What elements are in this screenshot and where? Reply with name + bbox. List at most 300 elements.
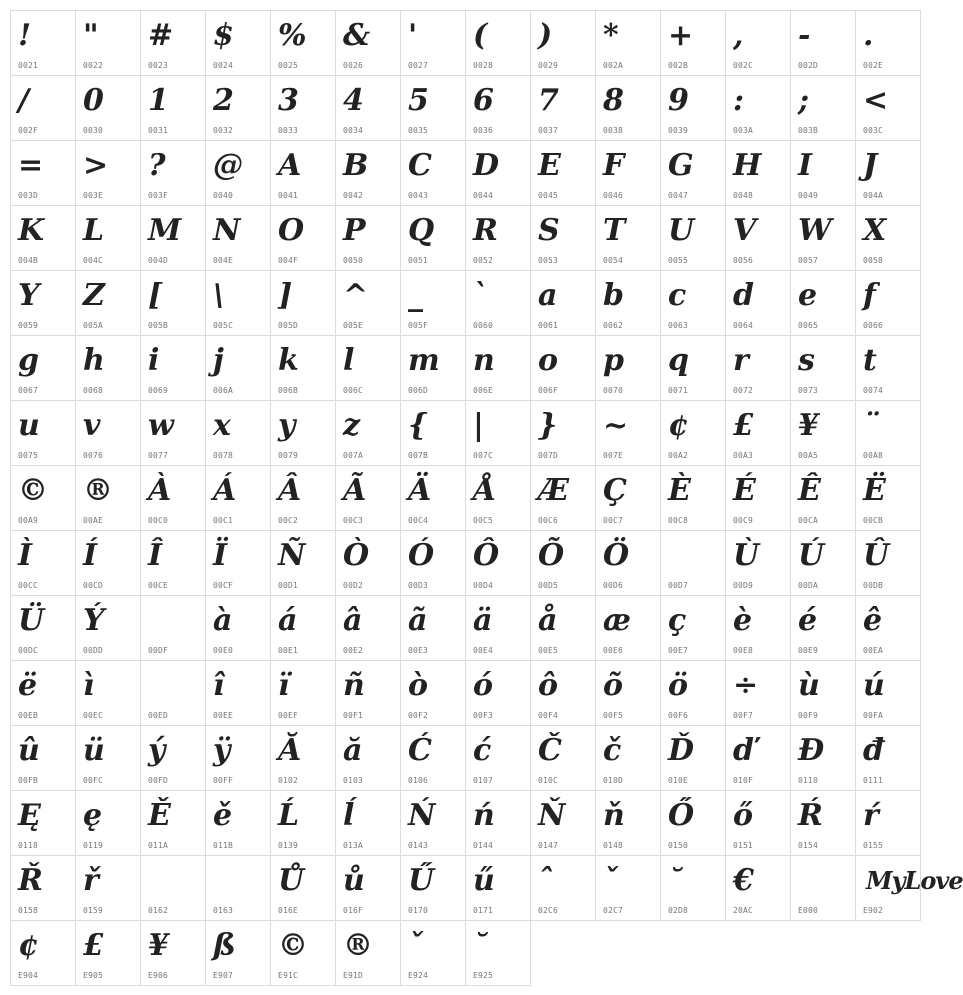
- glyph-sample: +: [668, 18, 694, 53]
- glyph-codepoint-label: 0171: [473, 906, 494, 915]
- glyph-sample: D: [473, 148, 500, 183]
- glyph-cell: [140, 140, 206, 206]
- glyph-sample: Â: [278, 473, 302, 508]
- glyph-sample: Ç: [603, 473, 627, 508]
- glyph-codepoint-label: E924: [408, 971, 429, 980]
- glyph-codepoint-label: 0077: [148, 451, 169, 460]
- glyph-cell: [205, 725, 271, 791]
- glyph-sample: M: [148, 213, 182, 248]
- glyph-cell: [530, 855, 596, 921]
- glyph-sample: x: [213, 408, 231, 443]
- glyph-cell: [75, 75, 141, 141]
- glyph-cell: [270, 790, 336, 856]
- glyph-cell: [595, 725, 661, 791]
- glyph-cell: [465, 725, 531, 791]
- glyph-cell: [335, 400, 401, 466]
- glyph-codepoint-label: 005A: [83, 321, 104, 330]
- glyph-codepoint-label: 0110: [798, 776, 819, 785]
- glyph-sample: 3: [278, 83, 299, 118]
- glyph-cell: [400, 400, 466, 466]
- glyph-sample: Ö: [603, 538, 630, 573]
- glyph-cell: [205, 270, 271, 336]
- glyph-cell: [335, 855, 401, 921]
- glyph-cell: [725, 335, 791, 401]
- glyph-codepoint-label: 002A: [603, 61, 624, 70]
- glyph-codepoint-label: 0139: [278, 841, 299, 850]
- glyph-codepoint-label: E000: [798, 906, 819, 915]
- glyph-sample: æ: [603, 603, 631, 638]
- glyph-sample: ˆ: [538, 863, 553, 898]
- glyph-sample: ?: [148, 148, 166, 183]
- glyph-sample: i: [148, 343, 160, 378]
- glyph-codepoint-label: 0119: [83, 841, 104, 850]
- glyph-codepoint-label: 0148: [603, 841, 624, 850]
- glyph-sample: Ò: [343, 538, 370, 573]
- glyph-codepoint-label: 0074: [863, 386, 884, 395]
- glyph-sample: Ó: [408, 538, 435, 573]
- glyph-sample: £: [733, 408, 754, 443]
- glyph-cell: [10, 205, 76, 271]
- glyph-sample: P: [343, 213, 366, 248]
- glyph-codepoint-label: 0049: [798, 191, 819, 200]
- glyph-sample: L: [83, 213, 105, 248]
- glyph-sample: å: [538, 603, 558, 638]
- glyph-sample: ˇ: [603, 863, 618, 898]
- glyph-cell: [465, 855, 531, 921]
- glyph-sample: ©: [18, 473, 48, 508]
- glyph-codepoint-label: 0054: [603, 256, 624, 265]
- glyph-cell: [855, 855, 963, 921]
- glyph-codepoint-label: 0066: [863, 321, 884, 330]
- glyph-sample: 2: [213, 83, 234, 118]
- glyph-codepoint-label: 0030: [83, 126, 104, 135]
- glyph-codepoint-label: 00C6: [538, 516, 559, 525]
- glyph-sample: ): [538, 18, 553, 53]
- glyph-cell: [660, 205, 726, 271]
- glyph-codepoint-label: 0060: [473, 321, 494, 330]
- glyph-cell: [10, 10, 76, 76]
- glyph-cell: [595, 10, 661, 76]
- glyph-cell: [270, 595, 336, 661]
- glyph-cell: [335, 465, 401, 531]
- glyph-codepoint-label: 0043: [408, 191, 429, 200]
- glyph-sample: ô: [538, 668, 559, 703]
- glyph-codepoint-label: 0070: [603, 386, 624, 395]
- glyph-sample: G: [668, 148, 694, 183]
- glyph-codepoint-label: 0036: [473, 126, 494, 135]
- glyph-sample: Ä: [408, 473, 432, 508]
- glyph-codepoint-label: 010C: [538, 776, 559, 785]
- glyph-sample: Ę: [18, 798, 41, 833]
- glyph-sample: ä: [473, 603, 493, 638]
- glyph-cell: [660, 140, 726, 206]
- glyph-codepoint-label: 0050: [343, 256, 364, 265]
- glyph-cell: [790, 530, 856, 596]
- glyph-codepoint-label: 00CE: [148, 581, 169, 590]
- glyph-sample: [: [148, 278, 163, 313]
- glyph-sample: ň: [603, 798, 625, 833]
- glyph-cell: [140, 400, 206, 466]
- glyph-sample: m: [408, 343, 440, 378]
- glyph-codepoint-label: 00D7: [668, 581, 689, 590]
- glyph-codepoint-label: 002D: [798, 61, 819, 70]
- glyph-codepoint-label: 00C3: [343, 516, 364, 525]
- glyph-codepoint-label: 0023: [148, 61, 169, 70]
- glyph-sample: È: [668, 473, 691, 508]
- glyph-codepoint-label: 00F4: [538, 711, 559, 720]
- glyph-cell: [530, 595, 596, 661]
- glyph-codepoint-label: 00C8: [668, 516, 689, 525]
- glyph-sample: t: [863, 343, 877, 378]
- glyph-cell: [530, 270, 596, 336]
- glyph-sample: ř: [83, 863, 99, 898]
- glyph-codepoint-label: 0045: [538, 191, 559, 200]
- glyph-sample: ~: [603, 408, 629, 443]
- glyph-sample: f: [863, 278, 876, 313]
- glyph-sample: g: [18, 343, 39, 378]
- glyph-sample: ů: [343, 863, 365, 898]
- glyph-codepoint-label: 00E3: [408, 646, 429, 655]
- glyph-cell: [140, 595, 206, 661]
- glyph-sample: 9: [668, 83, 689, 118]
- glyph-codepoint-label: 002B: [668, 61, 689, 70]
- glyph-codepoint-label: 0151: [733, 841, 754, 850]
- glyph-cell: [855, 400, 921, 466]
- glyph-codepoint-label: 0062: [603, 321, 624, 330]
- glyph-codepoint-label: 00E0: [213, 646, 234, 655]
- glyph-cell: [400, 205, 466, 271]
- glyph-cell: [790, 855, 856, 921]
- glyph-sample: ó: [473, 668, 494, 703]
- glyph-sample: j: [213, 343, 224, 378]
- glyph-sample: Č: [538, 733, 562, 768]
- glyph-codepoint-label: 0075: [18, 451, 39, 460]
- glyph-sample: ¢: [18, 928, 39, 963]
- glyph-codepoint-label: 0021: [18, 61, 39, 70]
- glyph-codepoint-label: 0046: [603, 191, 624, 200]
- glyph-codepoint-label: 0042: [343, 191, 364, 200]
- glyph-codepoint-label: 20AC: [733, 906, 754, 915]
- glyph-cell: [790, 790, 856, 856]
- glyph-sample: |: [473, 408, 484, 443]
- glyph-sample: £: [83, 928, 104, 963]
- glyph-cell: [140, 790, 206, 856]
- glyph-sample: ˇ: [408, 928, 423, 963]
- glyph-codepoint-label: 007A: [343, 451, 364, 460]
- glyph-codepoint-label: 00F9: [798, 711, 819, 720]
- glyph-sample: A: [278, 148, 302, 183]
- glyph-cell: [660, 530, 726, 596]
- glyph-sample: Æ: [538, 473, 570, 508]
- glyph-sample: č: [603, 733, 622, 768]
- glyph-cell: [10, 790, 76, 856]
- glyph-cell: [725, 205, 791, 271]
- glyph-sample: K: [18, 213, 45, 248]
- glyph-cell: [660, 10, 726, 76]
- glyph-sample: ñ: [343, 668, 365, 703]
- glyph-codepoint-label: 00D1: [278, 581, 299, 590]
- glyph-cell: [400, 855, 466, 921]
- glyph-sample: ÷: [733, 668, 759, 703]
- glyph-sample: Ň: [538, 798, 566, 833]
- glyph-cell: [530, 335, 596, 401]
- glyph-cell: [335, 205, 401, 271]
- glyph-codepoint-label: 00F6: [668, 711, 689, 720]
- glyph-codepoint-label: 0025: [278, 61, 299, 70]
- glyph-cell: [10, 75, 76, 141]
- glyph-codepoint-label: 004A: [863, 191, 884, 200]
- glyph-sample: ˘: [668, 863, 683, 898]
- glyph-sample: H: [733, 148, 762, 183]
- glyph-codepoint-label: 0058: [863, 256, 884, 265]
- glyph-cell: [140, 920, 206, 986]
- glyph-cell: [140, 205, 206, 271]
- glyph-cell: [530, 140, 596, 206]
- glyph-sample: Í: [83, 538, 98, 573]
- glyph-sample: Û: [863, 538, 890, 573]
- glyph-codepoint-label: 0038: [603, 126, 624, 135]
- glyph-sample: S: [538, 213, 560, 248]
- glyph-cell: [530, 660, 596, 726]
- glyph-codepoint-label: 00EF: [278, 711, 299, 720]
- glyph-codepoint-label: 004C: [83, 256, 104, 265]
- glyph-cell: [725, 140, 791, 206]
- glyph-sample: U: [668, 213, 695, 248]
- glyph-cell: [595, 75, 661, 141]
- glyph-cell: [660, 465, 726, 531]
- glyph-sample: V: [733, 213, 757, 248]
- glyph-cell: [10, 140, 76, 206]
- glyph-codepoint-label: 00F3: [473, 711, 494, 720]
- glyph-cell: [75, 920, 141, 986]
- glyph-cell: [725, 400, 791, 466]
- glyph-codepoint-label: 0107: [473, 776, 494, 785]
- glyph-cell: [790, 140, 856, 206]
- glyph-cell: [465, 205, 531, 271]
- glyph-cell: [75, 790, 141, 856]
- glyph-sample: ê: [863, 603, 883, 638]
- glyph-cell: [595, 660, 661, 726]
- glyph-sample: O: [278, 213, 305, 248]
- glyph-sample: Ì: [18, 538, 33, 573]
- glyph-codepoint-label: 0162: [148, 906, 169, 915]
- glyph-codepoint-label: 00ED: [148, 711, 169, 720]
- glyph-cell: [205, 855, 271, 921]
- glyph-sample: Ñ: [278, 538, 306, 573]
- glyph-sample: â: [343, 603, 363, 638]
- glyph-codepoint-label: 0158: [18, 906, 39, 915]
- glyph-cell: [595, 140, 661, 206]
- glyph-cell: [790, 400, 856, 466]
- glyph-sample: =: [18, 148, 44, 183]
- glyph-sample: é: [798, 603, 818, 638]
- glyph-cell: [10, 270, 76, 336]
- glyph-cell: [140, 335, 206, 401]
- glyph-cell: [595, 530, 661, 596]
- glyph-cell: [140, 465, 206, 531]
- glyph-cell: [725, 660, 791, 726]
- glyph-codepoint-label: 0022: [83, 61, 104, 70]
- glyph-codepoint-label: 0033: [278, 126, 299, 135]
- glyph-codepoint-label: 00E9: [798, 646, 819, 655]
- glyph-cell: [335, 10, 401, 76]
- glyph-codepoint-label: 0102: [278, 776, 299, 785]
- glyph-sample: d: [733, 278, 754, 313]
- glyph-cell: [75, 335, 141, 401]
- glyph-sample: ö: [668, 668, 689, 703]
- glyph-codepoint-label: 010D: [603, 776, 624, 785]
- glyph-sample: ě: [213, 798, 233, 833]
- glyph-sample: Ĺ: [278, 798, 300, 833]
- glyph-cell: [270, 725, 336, 791]
- glyph-sample: Ů: [278, 863, 305, 898]
- glyph-codepoint-label: 003A: [733, 126, 754, 135]
- glyph-cell: [400, 140, 466, 206]
- glyph-codepoint-label: 003C: [863, 126, 884, 135]
- glyph-codepoint-label: 0039: [668, 126, 689, 135]
- glyph-codepoint-label: 0059: [18, 321, 39, 330]
- glyph-sample: E: [538, 148, 561, 183]
- glyph-sample: s: [798, 343, 815, 378]
- glyph-codepoint-label: 0051: [408, 256, 429, 265]
- glyph-cell: [790, 725, 856, 791]
- glyph-cell: [270, 465, 336, 531]
- glyph-cell: [660, 400, 726, 466]
- glyph-sample: ç: [668, 603, 687, 638]
- glyph-sample: MyLove: [866, 866, 963, 895]
- glyph-sample: ã: [408, 603, 428, 638]
- glyph-sample: q: [668, 343, 689, 378]
- glyph-cell: [140, 725, 206, 791]
- glyph-sample: R: [473, 213, 498, 248]
- glyph-cell: [855, 595, 921, 661]
- glyph-cell: [10, 465, 76, 531]
- glyph-sample: J: [863, 148, 878, 183]
- glyph-codepoint-label: 0072: [733, 386, 754, 395]
- glyph-sample: ©: [278, 928, 308, 963]
- glyph-cell: [335, 595, 401, 661]
- glyph-codepoint-label: 0147: [538, 841, 559, 850]
- glyph-cell: [790, 270, 856, 336]
- glyph-sample: ń: [473, 798, 495, 833]
- glyph-codepoint-label: 00C4: [408, 516, 429, 525]
- glyph-codepoint-label: 00FC: [83, 776, 104, 785]
- glyph-sample: Ô: [473, 538, 500, 573]
- glyph-sample: `: [473, 278, 488, 313]
- glyph-codepoint-label: 003F: [148, 191, 169, 200]
- glyph-sample: &: [343, 18, 371, 53]
- glyph-codepoint-label: 00F1: [343, 711, 364, 720]
- glyph-cell: [790, 10, 856, 76]
- glyph-cell: [140, 530, 206, 596]
- glyph-codepoint-label: 00F7: [733, 711, 754, 720]
- glyph-cell: [400, 465, 466, 531]
- glyph-sample: $: [213, 18, 234, 53]
- glyph-sample: ": [83, 18, 99, 53]
- glyph-sample: Ê: [798, 473, 821, 508]
- glyph-cell: [595, 790, 661, 856]
- glyph-cell: [205, 335, 271, 401]
- glyph-codepoint-label: 00D6: [603, 581, 624, 590]
- glyph-codepoint-label: 00E6: [603, 646, 624, 655]
- glyph-cell: [10, 595, 76, 661]
- glyph-cell: [75, 140, 141, 206]
- glyph-sample: Ď: [668, 733, 695, 768]
- glyph-sample: ': [408, 18, 418, 53]
- glyph-cell: [725, 10, 791, 76]
- glyph-codepoint-label: 0067: [18, 386, 39, 395]
- glyph-codepoint-label: 003D: [18, 191, 39, 200]
- glyph-cell: [205, 595, 271, 661]
- glyph-cell: [400, 10, 466, 76]
- glyph-codepoint-label: 0047: [668, 191, 689, 200]
- glyph-cell: [855, 75, 921, 141]
- glyph-sample: Ë: [863, 473, 886, 508]
- glyph-sample: ì: [83, 668, 95, 703]
- glyph-cell: [595, 270, 661, 336]
- glyph-cell: [270, 400, 336, 466]
- glyph-sample: 0: [83, 83, 104, 118]
- glyph-cell: [660, 270, 726, 336]
- glyph-sample: {: [408, 408, 428, 443]
- glyph-codepoint-label: 006A: [213, 386, 234, 395]
- glyph-codepoint-label: 00A3: [733, 451, 754, 460]
- glyph-cell: [595, 335, 661, 401]
- glyph-sample: ÿ: [213, 733, 231, 768]
- glyph-sample: ®: [343, 928, 373, 963]
- glyph-sample: *: [603, 18, 619, 53]
- glyph-codepoint-label: 00CF: [213, 581, 234, 590]
- glyph-sample: 5: [408, 83, 429, 118]
- glyph-cell: [270, 530, 336, 596]
- glyph-cell: [400, 595, 466, 661]
- glyph-sample: ¢: [668, 408, 689, 443]
- glyph-codepoint-label: E907: [213, 971, 234, 980]
- glyph-sample: Ü: [18, 603, 45, 638]
- glyph-codepoint-label: 0071: [668, 386, 689, 395]
- glyph-codepoint-label: 00DB: [863, 581, 884, 590]
- glyph-sample: y: [278, 408, 296, 443]
- glyph-codepoint-label: 0027: [408, 61, 429, 70]
- glyph-codepoint-label: 0079: [278, 451, 299, 460]
- glyph-codepoint-label: 002F: [18, 126, 39, 135]
- glyph-codepoint-label: 010E: [668, 776, 689, 785]
- glyph-cell: [725, 725, 791, 791]
- glyph-sample: ŕ: [863, 798, 879, 833]
- glyph-codepoint-label: 00EE: [213, 711, 234, 720]
- glyph-sample: à: [213, 603, 233, 638]
- glyph-cell: [140, 270, 206, 336]
- glyph-cell: [530, 10, 596, 76]
- glyph-sample: k: [278, 343, 299, 378]
- glyph-codepoint-label: E906: [148, 971, 169, 980]
- glyph-cell: [10, 920, 76, 986]
- glyph-cell: [75, 595, 141, 661]
- glyph-codepoint-label: 0073: [798, 386, 819, 395]
- glyph-codepoint-label: 006F: [538, 386, 559, 395]
- glyph-codepoint-label: 00C9: [733, 516, 754, 525]
- glyph-codepoint-label: 00E1: [278, 646, 299, 655]
- glyph-cell: [75, 400, 141, 466]
- glyph-cell: [400, 75, 466, 141]
- glyph-codepoint-label: 00E4: [473, 646, 494, 655]
- glyph-codepoint-label: 005C: [213, 321, 234, 330]
- glyph-codepoint-label: 0044: [473, 191, 494, 200]
- glyph-sample: #: [148, 18, 174, 53]
- glyph-sample: ë: [18, 668, 38, 703]
- glyph-codepoint-label: 003B: [798, 126, 819, 135]
- glyph-cell: [10, 530, 76, 596]
